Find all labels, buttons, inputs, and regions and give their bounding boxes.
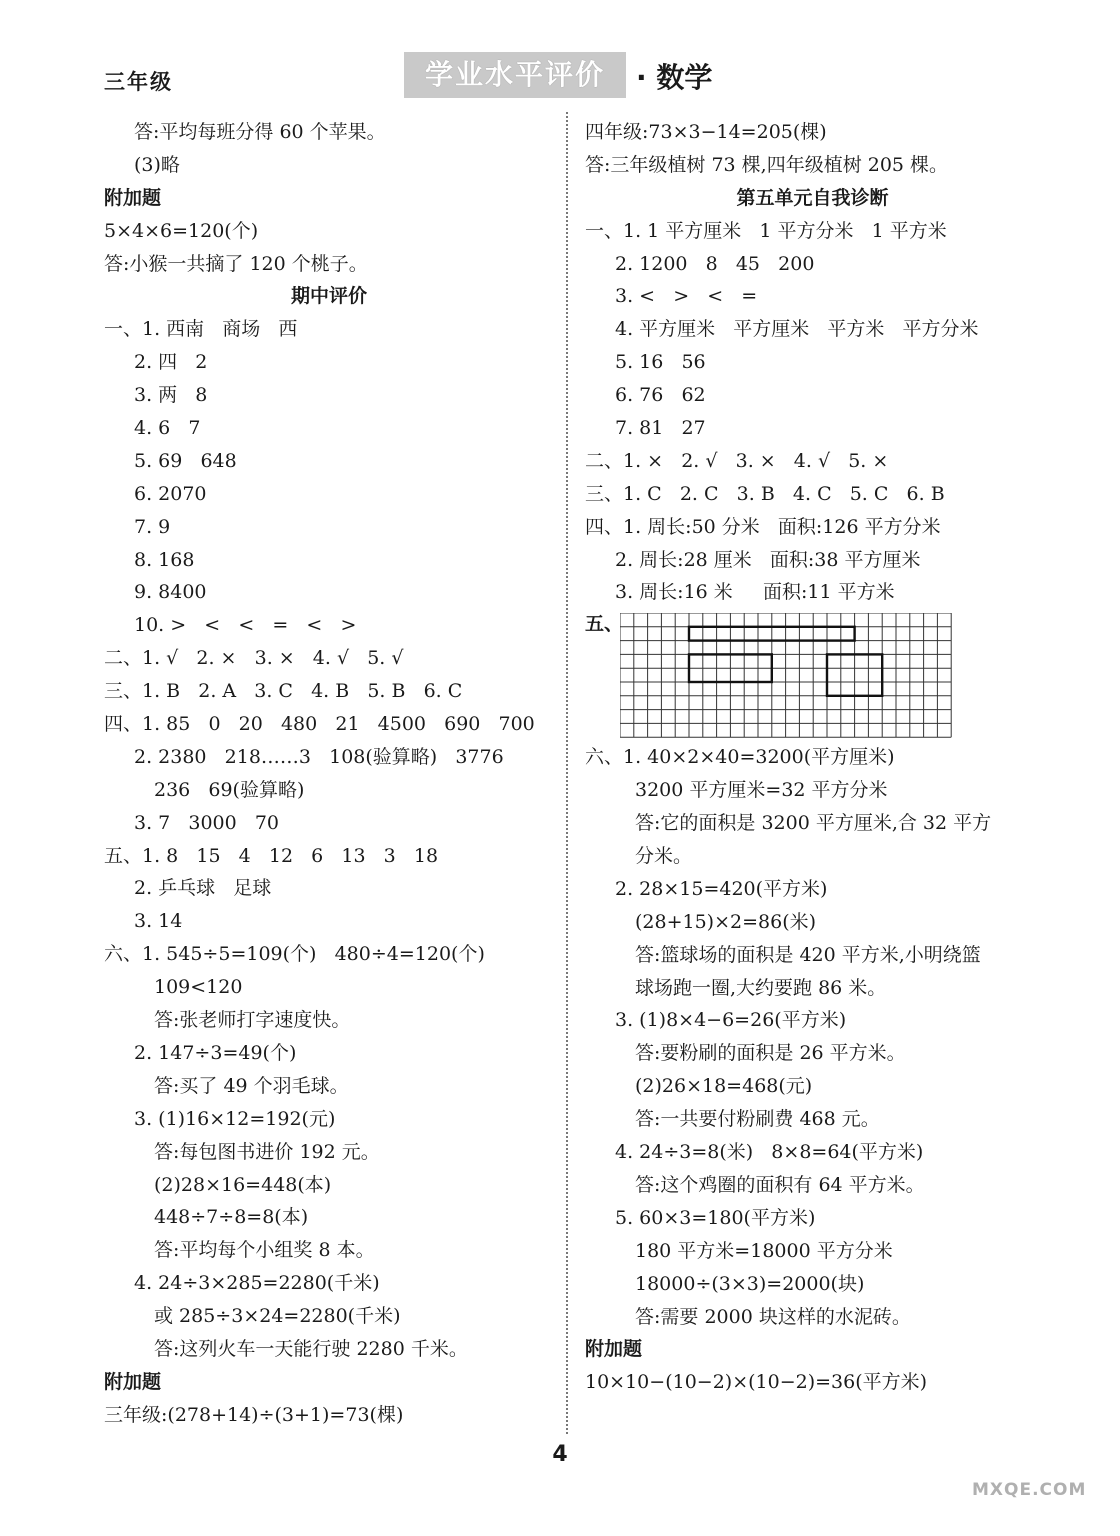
answer-line: (28+15)×2=86(米) — [635, 910, 817, 933]
answer-line: 四年级:73×3−14=205(棵) — [585, 121, 827, 143]
answer-line: 四、1. 周长:50 分米 面积:126 平方分米 — [585, 515, 941, 538]
answer-line: (2)28×16=448(本) — [154, 1173, 332, 1196]
answer-line: 答:每包图书进价 192 元。 — [154, 1140, 380, 1163]
answer-line: 四、1. 85 0 20 480 21 4500 690 700 — [104, 713, 535, 736]
answer-line: 分米。 — [635, 845, 693, 868]
answer-line: 7. 81 27 — [615, 417, 706, 440]
answer-line: 180 平方米=18000 平方分米 — [635, 1239, 893, 1262]
answer-line: 4. 平方厘米 平方厘米 平方米 平方分米 — [615, 318, 979, 341]
answer-line: 五、1. 8 15 4 12 6 13 3 18 — [104, 844, 439, 867]
answer-line: 6. 2070 — [134, 482, 207, 505]
answer-line: 答:要粉刷的面积是 26 平方米。 — [635, 1042, 906, 1065]
answer-line: 答:张老师打字速度快。 — [154, 1009, 351, 1032]
answer-line: 答:买了 49 个羽毛球。 — [154, 1074, 349, 1097]
answer-line: 5. 60×3=180(平方米) — [615, 1206, 816, 1229]
grid-drawing — [620, 613, 952, 739]
title-banner: 学业水平评价 — [404, 52, 626, 98]
left-column — [104, 116, 554, 1432]
watermark: MXQE.COM — [972, 1480, 1087, 1500]
answer-line: 二、1. √ 2. × 3. × 4. √ 5. √ — [104, 647, 404, 670]
answer-line: (2)26×18=468(元) — [635, 1075, 813, 1098]
answer-line: 六、1. 545÷5=109(个) 480÷4=120(个) — [104, 943, 485, 966]
column-divider — [566, 112, 568, 1434]
answer-line: 三、1. C 2. C 3. B 4. C 5. C 6. B — [585, 482, 945, 505]
answer-line: 10. > < < = < > — [134, 614, 357, 637]
answer-line: 答:这个鸡圈的面积有 64 平方米。 — [635, 1173, 925, 1196]
answer-line: 或 285÷3×24=2280(千米) — [154, 1305, 401, 1328]
answer-line: 六、1. 40×2×40=3200(平方厘米) — [585, 746, 895, 769]
answer-line: 236 69(验算略) — [154, 778, 305, 801]
answer-line: 三、1. B 2. A 3. C 4. B 5. B 6. C — [104, 680, 463, 703]
answer-line: 10×10−(10−2)×(10−2)=36(平方米) — [585, 1371, 928, 1394]
answer-line: 3. 7 3000 70 — [134, 811, 280, 834]
answer-line: 二、1. × 2. √ 3. × 4. √ 5. × — [585, 449, 889, 472]
answer-line: 一、1. 1 平方厘米 1 平方分米 1 平方米 — [585, 219, 947, 242]
answer-line: 5. 69 648 — [134, 449, 237, 472]
answer-line: 5. 16 56 — [615, 351, 706, 374]
answer-line: 6. 76 62 — [615, 384, 706, 407]
answer-line: 答:小猴一共摘了 120 个桃子。 — [104, 252, 368, 275]
answer-line: 2. 28×15=420(平方米) — [615, 877, 828, 900]
answer-line: 448÷7÷8=8(本) — [154, 1206, 309, 1229]
answer-line: 3. < > < = — [615, 285, 758, 308]
answer-line: 答:它的面积是 3200 平方厘米,合 32 平方 — [635, 812, 992, 835]
answer-line: 2. 周长:28 厘米 面积:38 平方厘米 — [615, 548, 921, 571]
page-number: 4 — [552, 1442, 568, 1467]
answer-line: 3. (1)16×12=192(元) — [134, 1107, 336, 1130]
answer-line: 附加题 — [104, 1370, 162, 1393]
answer-line: 2. 四 2 — [134, 351, 208, 374]
answer-line: 3200 平方厘米=32 平方分米 — [635, 779, 888, 802]
answer-line: 4. 24÷3=8(米) 8×8=64(平方米) — [615, 1141, 924, 1164]
answer-line: 18000÷(3×3)=2000(块) — [635, 1272, 865, 1295]
answer-line: 答:需要 2000 块这样的水泥砖。 — [635, 1305, 911, 1328]
answer-line: 答:一共要付粉刷费 468 元。 — [635, 1108, 880, 1131]
answer-line: 109<120 — [154, 976, 243, 999]
answer-line: 答:平均每个小组奖 8 本。 — [154, 1239, 375, 1262]
subject-label: · 数学 — [636, 61, 713, 94]
answer-line: 8. 168 — [134, 548, 195, 571]
answer-line: 2. 147÷3=49(个) — [134, 1041, 297, 1064]
right-column — [585, 116, 1040, 1399]
answer-line: 答:平均每班分得 60 个苹果。 — [134, 121, 386, 143]
answer-line: 球场跑一圈,大约要跑 86 米。 — [635, 976, 887, 999]
answer-line: 2. 2380 218……3 108(验算略) 3776 — [134, 745, 504, 768]
answer-line: 3. 14 — [134, 910, 183, 933]
answer-line: 3. (1)8×4−6=26(平方米) — [615, 1009, 847, 1032]
answer-line: 3. 两 8 — [134, 384, 208, 407]
answer-line: 期中评价 — [290, 285, 367, 308]
answer-line: 附加题 — [585, 1338, 643, 1361]
grid-question-label: 五、 — [585, 613, 624, 636]
answer-line: 7. 9 — [134, 515, 171, 538]
answer-line: 答:这列火车一天能行驶 2280 千米。 — [154, 1337, 468, 1360]
grid-figure — [585, 609, 1040, 741]
answer-line: 2. 1200 8 45 200 — [615, 252, 815, 275]
answer-line: 2. 乒乓球 足球 — [134, 877, 272, 900]
answer-line: 答:篮球场的面积是 420 平方米,小明绕篮 — [635, 943, 981, 966]
answer-line: 9. 8400 — [134, 581, 207, 604]
answer-line: 5×4×6=120(个) — [104, 219, 259, 242]
answer-line: 第五单元自我诊断 — [736, 186, 889, 209]
answer-line: 3. 周长:16 米 面积:11 平方米 — [615, 581, 895, 604]
answer-line: (3)略 — [134, 153, 180, 176]
answer-line: 附加题 — [104, 186, 162, 209]
answer-line: 三年级:(278+14)÷(3+1)=73(棵) — [104, 1403, 404, 1426]
answer-line: 答:三年级植树 73 棵,四年级植树 205 棵。 — [585, 153, 949, 176]
answer-line: 4. 24÷3×285=2280(千米) — [134, 1272, 380, 1295]
grade-label: 三年级 — [104, 70, 173, 94]
answer-line: 4. 6 7 — [134, 417, 201, 440]
answer-line: 一、1. 西南 商场 西 — [104, 318, 298, 341]
